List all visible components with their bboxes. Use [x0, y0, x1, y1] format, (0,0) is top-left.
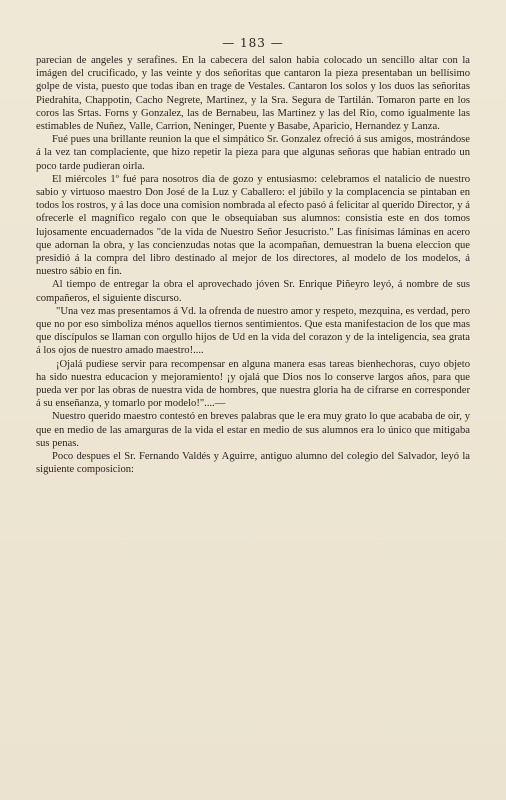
- paragraph-8: Poco despues el Sr. Fernando Valdés y Aguirre, antiguo alumno del colegio del Salvador, leyó la siguiente composicion:: [36, 451, 470, 476]
- paragraph-7: Nuestro querido maestro contestó en breves palabras que le era muy grato lo que acababa de oir, y que en medio de las amarguras de la vida el estar en medio de sus alumnos era lo único que mitigaba sus penas.: [36, 411, 470, 449]
- paragraph-3: El miércoles 1º fué para nosotros dia de gozo y entusiasmo: celebramos el natalicio de nuestro sabio y virtuoso maestro Don José de la Luz y Caballero: el júbilo y la complacencia se pintaban en todos los rostros, y á las doce una comision nombrada al efecto pasó á felicitar al querido Director, y á ofrecerle el magnífico regalo con que le obsequiaban sus alumnos: consistia este en dos tomos lujosamente encuadernados "de la vida de Nuestro Señor Jesucristo." Las finísimas láminas en acero que adornan la obra, y las concienzudas notas que la acompañan, demuestran la buena eleccion que presidió á la compra del libro destinado al mejor de los directores, al modelo de los modelos, á nuestro sábio en fin.: [36, 173, 470, 278]
- body-text: [36, 54, 470, 477]
- paragraph-4: Al tiempo de entregar la obra el aprovechado jóven Sr. Enrique Piñeyro leyó, á nombre de sus compañeros, el siguiente discurso.: [36, 279, 470, 304]
- speech-paragraph-2: ¡Ojalá pudiese servir para recompensar en alguna manera esas tareas bienhechoras, cuyo objeto ha sido nuestra educacion y mejoramiento! ¡y ojalá que Dios nos lo conserve largos años, para que pueda ver por las obras de nuestra vida de hombres, que nuestra gloria ha de cifrarse en corresponder á su enseñanza, y tomarlo por modelo!"....—: [36, 358, 470, 410]
- paragraph-2: Fué pues una brillante reunion la que el simpático Sr. Gonzalez ofreció á sus amigos, mostrándose á la vez tan complaciente, que hizo repetir la pieza para que algunas señoras que habian entrado un poco tarde pudieran oirla.: [36, 134, 470, 172]
- page-number: — 183 —: [222, 36, 284, 50]
- speech-paragraph-1: "Una vez mas presentamos á Vd. la ofrenda de nuestro amor y respeto, mezquina, es verdad, pero que no por eso simboliza ménos aquellos tiernos sentimientos. Que esta manifestacion de los que mas que discípulos se llaman con orgullo hijos de Ud en la vida del corazon y de la inteligencia, sea grata á los ojos de nuestro amado maestro!....: [36, 305, 470, 357]
- paragraph-1: parecian de angeles y serafines. En la cabecera del salon habia colocado un sencillo altar con la imágen del crucificado, y las veinte y dos señoritas que cantaron la pieza presentaban un bellísimo golpe de vista, puesto que todas iban en trage de Vestales. Cantaron los solos y los duos las señoritas Piedrahita, Chappotin, Cacho Negrete, Martinez, y la Sra. Segura de Tartilán. Tomaron parte en los coros las Srtas. Forns y Gonzalez, las de Bernabeu, las Martinez y las del Rio, como igualmente las estimables de Nuñez, Valle, Carrion, Neninger, Puente y Basabe, Aparicio, Hernandez y Lanza.: [36, 55, 470, 133]
